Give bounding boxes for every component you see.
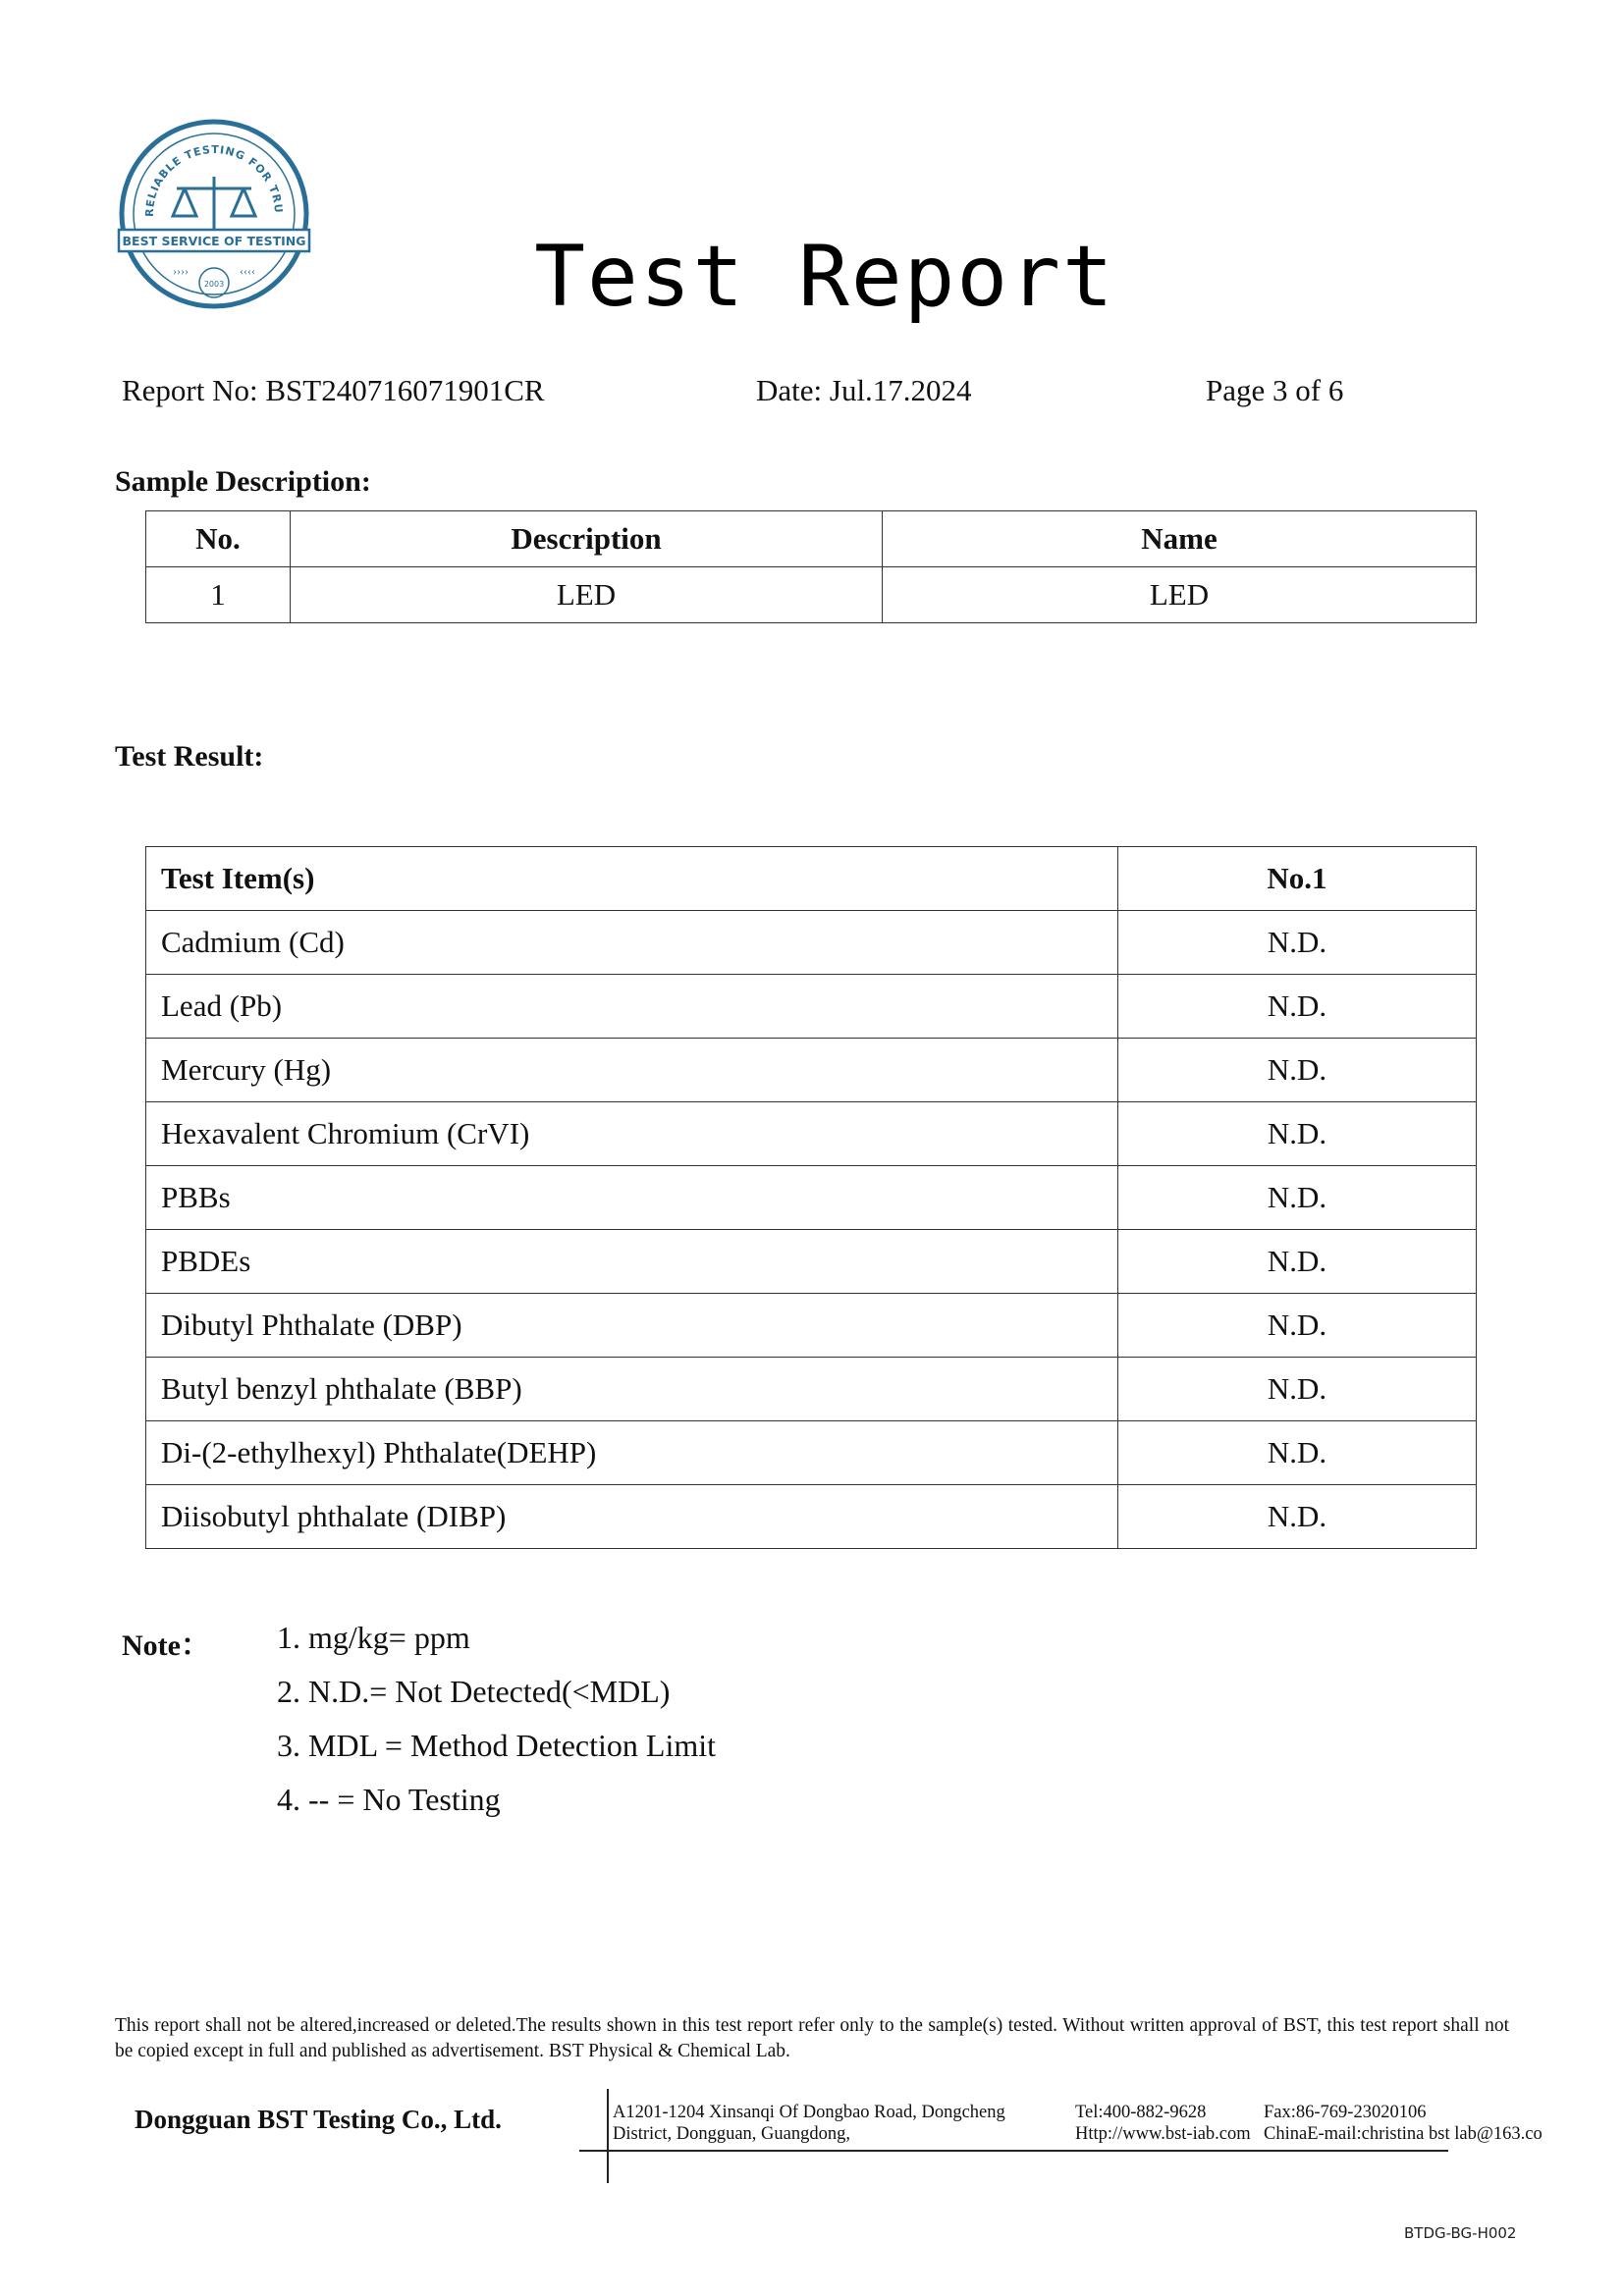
- website: Http://www.bst-iab.com: [1075, 2124, 1251, 2144]
- test-item-cell: PBBs: [146, 1166, 1118, 1230]
- column-header: No.1: [1118, 847, 1477, 911]
- result-cell: N.D.: [1118, 1166, 1477, 1230]
- table-row: [146, 1039, 1477, 1102]
- test-item-cell: Diisobutyl phthalate (DIBP): [146, 1485, 1118, 1549]
- column-header: Name: [883, 511, 1477, 567]
- column-header: No.: [146, 511, 291, 567]
- sample-description-table: [145, 510, 1477, 623]
- table-row: [146, 1358, 1477, 1421]
- fax: Fax:86-769-23020106: [1264, 2103, 1427, 2122]
- test-item-cell: Hexavalent Chromium (CrVI): [146, 1102, 1118, 1166]
- result-cell: N.D.: [1118, 1421, 1477, 1485]
- note-item: 1. mg/kg= ppm: [277, 1620, 470, 1655]
- test-item-cell: Butyl benzyl phthalate (BBP): [146, 1358, 1118, 1421]
- table-row: [146, 1294, 1477, 1358]
- result-cell: N.D.: [1118, 1294, 1477, 1358]
- table-row: [146, 911, 1477, 975]
- page-number: Page 3 of 6: [1206, 373, 1344, 407]
- result-cell: N.D.: [1118, 1102, 1477, 1166]
- result-cell: N.D.: [1118, 1039, 1477, 1102]
- svg-text:‹‹‹‹: ‹‹‹‹: [240, 264, 255, 278]
- logo-banner-text: BEST SERVICE OF TESTING: [122, 234, 306, 248]
- note-label: Note：: [122, 1629, 210, 1662]
- footer-divider-horizontal: [579, 2150, 1448, 2152]
- result-cell: N.D.: [1118, 911, 1477, 975]
- result-cell: N.D.: [1118, 1485, 1477, 1549]
- note-item: 3. MDL = Method Detection Limit: [277, 1728, 717, 1763]
- address-line: District, Dongguan, Guangdong,: [613, 2124, 851, 2144]
- note-item: 4. -- = No Testing: [277, 1782, 501, 1817]
- table-row: [146, 1485, 1477, 1549]
- report-number: Report No: BST240716071901CR: [122, 373, 545, 407]
- test-item-cell: PBDEs: [146, 1230, 1118, 1294]
- column-header: Test Item(s): [146, 847, 1118, 911]
- test-item-cell: Lead (Pb): [146, 975, 1118, 1039]
- address-line: A1201-1204 Xinsanqi Of Dongbao Road, Dongcheng: [613, 2103, 1005, 2122]
- note-item: 2. N.D.= Not Detected(<MDL): [277, 1674, 671, 1709]
- table-cell: 1: [146, 567, 291, 623]
- footer-divider-vertical: [607, 2089, 609, 2183]
- table-row: [146, 1166, 1477, 1230]
- table-row: [146, 1230, 1477, 1294]
- report-date: Date: Jul.17.2024: [756, 373, 972, 407]
- logo-seal-text: 2003: [203, 280, 225, 289]
- disclaimer-text: This report shall not be altered,increased or deleted.The results shown in this test report refer only to the sample(s) tested. Without written approval of BST, this test report shall not be copied except in full and published as advertisement. BST Physical & Chemical Lab.: [115, 2015, 1509, 2061]
- email: ChinaE-mail:christina bst lab@163.co: [1264, 2124, 1543, 2144]
- table-row: [146, 1421, 1477, 1485]
- result-cell: N.D.: [1118, 975, 1477, 1039]
- scales-icon: [173, 177, 255, 232]
- test-item-cell: Mercury (Hg): [146, 1039, 1118, 1102]
- table-row: [146, 975, 1477, 1039]
- test-item-cell: Cadmium (Cd): [146, 911, 1118, 975]
- sample-description-heading: Sample Description:: [115, 465, 371, 498]
- telephone: Tel:400-882-9628: [1075, 2103, 1207, 2122]
- test-result-table: [145, 846, 1477, 1549]
- page-title: Test Report: [534, 228, 1115, 326]
- company-address: [613, 2102, 1005, 2145]
- contact-block: [1264, 2102, 1543, 2145]
- svg-text:››››: ››››: [173, 264, 189, 278]
- table-row: [146, 567, 1477, 623]
- table-header-row: [146, 847, 1477, 911]
- logo-top-text: RELIABLE TESTING FOR TRU: [142, 142, 286, 218]
- result-cell: N.D.: [1118, 1230, 1477, 1294]
- table-header-row: [146, 511, 1477, 567]
- contact-block: [1075, 2102, 1251, 2145]
- document-code: BTDG-BG-H002: [1404, 2224, 1517, 2242]
- company-name: Dongguan BST Testing Co., Ltd.: [135, 2105, 502, 2134]
- result-cell: N.D.: [1118, 1358, 1477, 1421]
- test-item-cell: Di-(2-ethylhexyl) Phthalate(DEHP): [146, 1421, 1118, 1485]
- test-item-cell: Dibutyl Phthalate (DBP): [146, 1294, 1118, 1358]
- test-result-heading: Test Result:: [115, 740, 264, 773]
- table-cell: LED: [883, 567, 1477, 623]
- table-row: [146, 1102, 1477, 1166]
- table-cell: LED: [291, 567, 883, 623]
- column-header: Description: [291, 511, 883, 567]
